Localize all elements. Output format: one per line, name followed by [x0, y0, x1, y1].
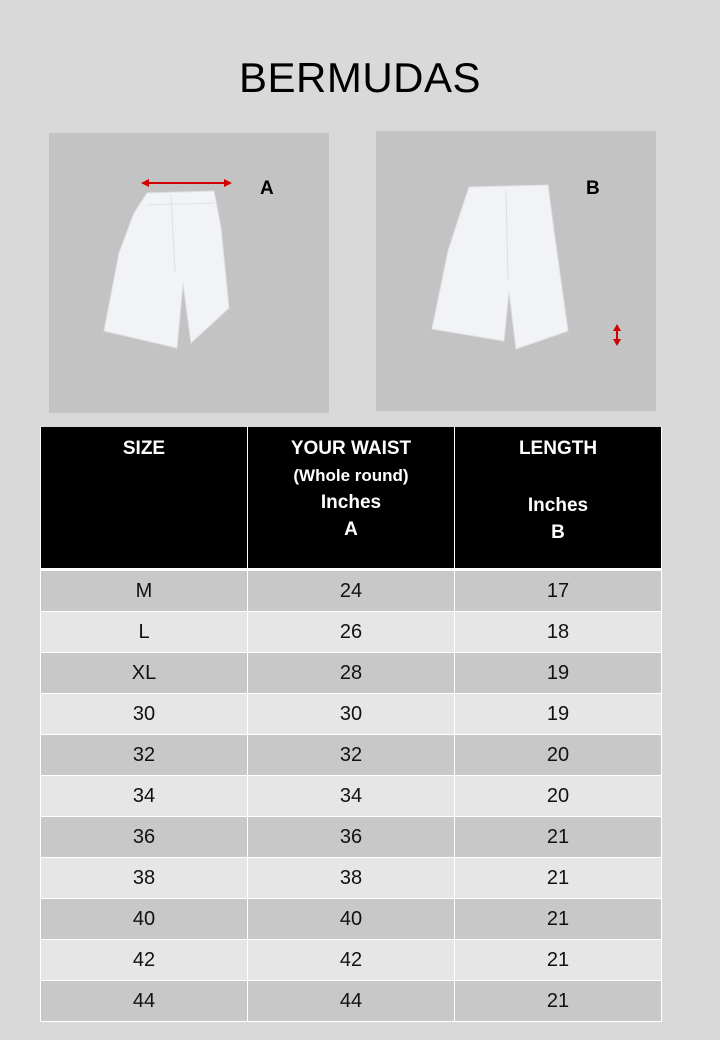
- cell-waist: 28: [248, 653, 455, 694]
- table-row: [41, 653, 662, 694]
- cell-waist: 26: [248, 612, 455, 653]
- cell-length: 21: [455, 899, 662, 940]
- measure-label-a: A: [260, 178, 274, 199]
- table-row: [41, 694, 662, 735]
- cell-length: 21: [455, 858, 662, 899]
- header-size: [41, 427, 248, 570]
- measure-label-b: B: [586, 178, 600, 199]
- cell-waist: 32: [248, 735, 455, 776]
- cell-size: 40: [41, 899, 248, 940]
- header-length-unit: Inches: [527, 495, 589, 516]
- table-row: [41, 899, 662, 940]
- cell-length: 19: [455, 653, 662, 694]
- cell-waist: 30: [248, 694, 455, 735]
- table-row: [41, 817, 662, 858]
- header-waist-note: (Whole round): [293, 466, 409, 485]
- cell-waist: 34: [248, 776, 455, 817]
- header-waist: [248, 427, 455, 570]
- table-row: [41, 570, 662, 612]
- cell-size: 32: [41, 735, 248, 776]
- cell-waist: 38: [248, 858, 455, 899]
- header-length-key: B: [551, 522, 565, 543]
- front-shorts-illustration: [49, 133, 329, 413]
- cell-length: 21: [455, 981, 662, 1022]
- cell-length: 20: [455, 735, 662, 776]
- cell-size: 44: [41, 981, 248, 1022]
- cell-size: 34: [41, 776, 248, 817]
- header-waist-unit: Inches: [320, 492, 382, 513]
- header-waist-title: YOUR WAIST: [290, 438, 412, 459]
- cell-waist: 42: [248, 940, 455, 981]
- cell-size: M: [41, 570, 248, 612]
- table-row: [41, 776, 662, 817]
- size-chart-table: [40, 427, 662, 1022]
- cell-length: 19: [455, 694, 662, 735]
- cell-length: 20: [455, 776, 662, 817]
- table-row: [41, 981, 662, 1022]
- page-title: BERMUDAS: [238, 54, 482, 101]
- header-waist-key: A: [344, 519, 358, 540]
- table-row: [41, 858, 662, 899]
- cell-length: 17: [455, 570, 662, 612]
- cell-size: XL: [41, 653, 248, 694]
- table-row: [41, 612, 662, 653]
- cell-waist: 24: [248, 570, 455, 612]
- table-row: [41, 940, 662, 981]
- header-length-title: LENGTH: [518, 438, 598, 459]
- cell-waist: 40: [248, 899, 455, 940]
- table-row: [41, 735, 662, 776]
- cell-length: 21: [455, 817, 662, 858]
- back-shorts-image: [376, 131, 656, 411]
- cell-size: L: [41, 612, 248, 653]
- cell-size: 38: [41, 858, 248, 899]
- cell-waist: 36: [248, 817, 455, 858]
- cell-length: 21: [455, 940, 662, 981]
- header-length: [455, 427, 662, 570]
- front-shorts-image: [49, 133, 329, 413]
- cell-size: 42: [41, 940, 248, 981]
- back-shorts-illustration: [376, 131, 656, 411]
- cell-length: 18: [455, 612, 662, 653]
- header-size-label: SIZE: [122, 438, 166, 459]
- cell-size: 36: [41, 817, 248, 858]
- cell-size: 30: [41, 694, 248, 735]
- table-header-row: [41, 427, 662, 570]
- cell-waist: 44: [248, 981, 455, 1022]
